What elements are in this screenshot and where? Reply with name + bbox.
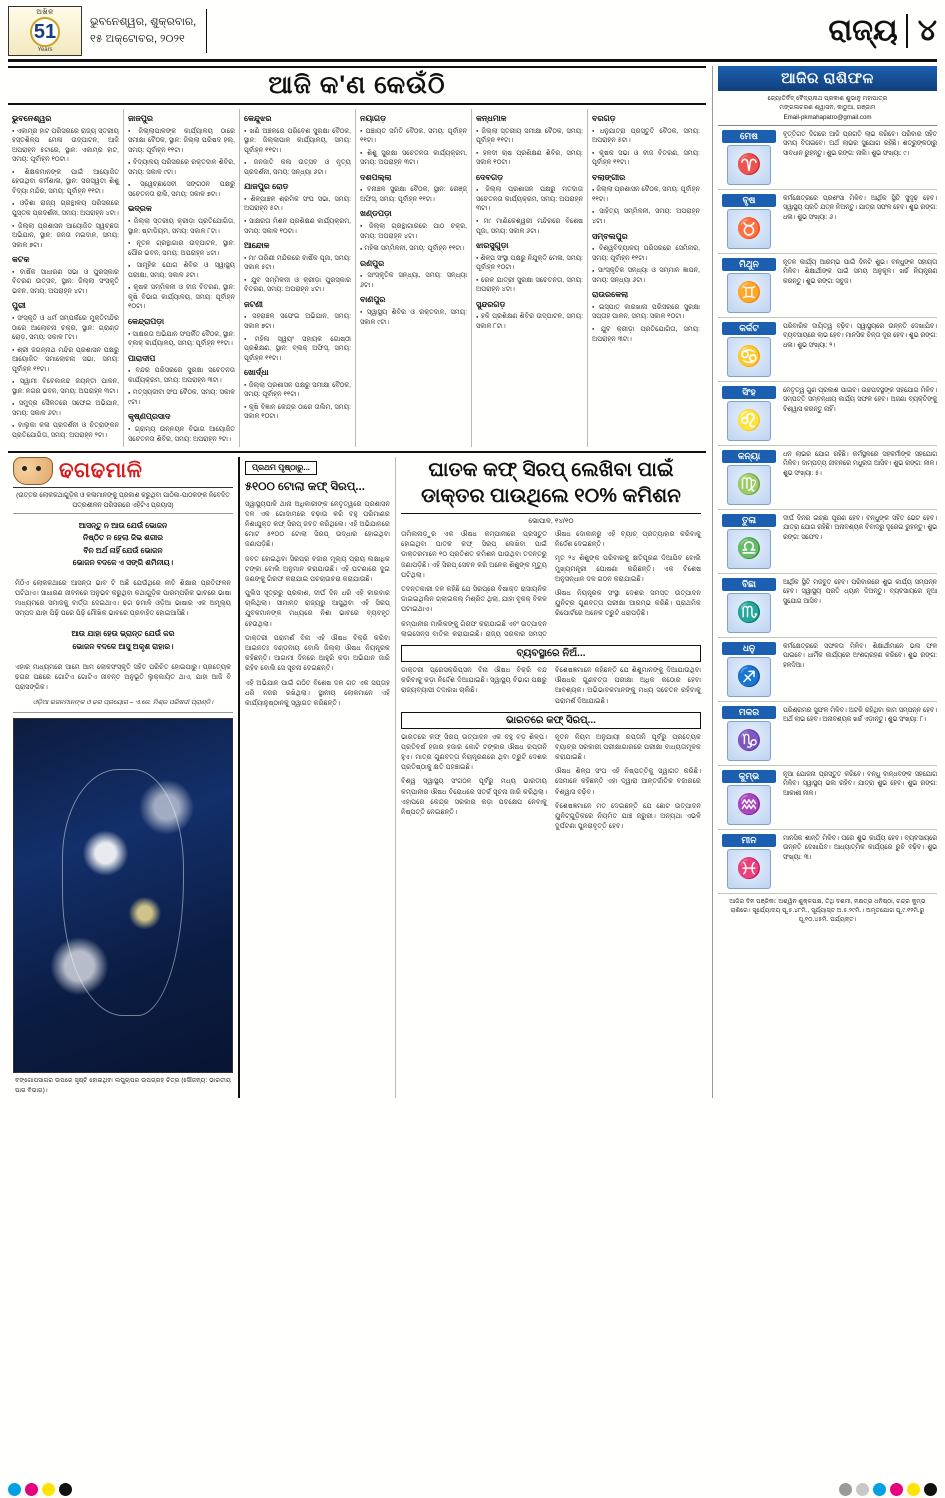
article-paragraph: ତାମିଲନାଡ଼ୁର ଏକ ଔଷଧ କମ୍ପାନୀରେ ପ୍ରସ୍ତୁତ ହୋଇଥିବା ଘାତକ କଫ୍‌ ସିରପ୍‌ ଲେଖିବା ପାଇଁ ଡାକ୍ତରମାନେ ୧୦ ପ୍ରତିଶତ କମିଶନ ପାଉଥିବା ତଦନ୍ତରୁ ଜଣାପଡ଼ିଛି। ଏହି ସିରପ୍‌ ସେବନ କରି ଅନେକ ଶିଶୁଙ୍କ ମୃତ୍ୟୁ ଘଟିଥିଲା। bbox=[401, 531, 547, 579]
article-cough-syrup-seizure bbox=[240, 457, 396, 1098]
city-heading: ପୁରୀ bbox=[12, 301, 26, 311]
event-item: ● ସାଂସ୍କୃତିକ ସନ୍ଧ୍ୟା ଓ ସମ୍ମାନ ଜ୍ଞାପନ, ସମୟ: ସନ୍ଧ୍ୟା ୬ଟା। bbox=[592, 266, 700, 285]
event-item: ● ସାକ୍ଷରତା ଅଭିଯାନ ସଂପର୍କିତ ବୈଠକ, ସ୍ଥାନ: ବ୍ଲକ୍‌ କାର୍ଯ୍ୟାଳୟ, ସମୟ: ପୂର୍ବାହ୍ନ ୧୧ଟା। bbox=[128, 330, 235, 349]
horoscope-row bbox=[718, 318, 937, 382]
event-item: ● ଜିଲ୍ଲା ଗ୍ରନ୍ଥାଗାରରେ ପାଠ ଚକ୍ର, ସମୟ: ଅପରାହ୍ନ ୪ଟା। bbox=[360, 222, 467, 241]
event-item: ● ମହିଳା ସମ୍ମିଳନୀ, ସମୟ: ପୂର୍ବାହ୍ନ ୧୧ଟା। bbox=[360, 244, 467, 254]
page-number: ୪ bbox=[906, 14, 937, 48]
zodiac-name: କୁମ୍ଭ bbox=[722, 770, 776, 783]
zodiac-1-icon: ♈ bbox=[727, 145, 771, 185]
horoscope-row bbox=[718, 190, 937, 254]
zodiac-name: ସିଂହ bbox=[722, 386, 776, 399]
article-paragraph: ନୂତନ ନିୟମ ଅନୁଯାୟୀ ରପ୍ତାନି ପୂର୍ବରୁ ପ୍ରତ୍ୟେକ ବ୍ୟାଚ୍‌ର ସରକାରୀ ପରୀକ୍ଷାଗାରରେ ପରୀକ୍ଷା ବାଧ୍ୟତାମୂଳକ କରାଯାଇଛି। bbox=[555, 733, 701, 762]
events-column bbox=[8, 109, 124, 447]
logo-top-text: ଅଖିଳ bbox=[36, 8, 54, 16]
india-outline bbox=[62, 769, 184, 1016]
zodiac-2-icon: ♉ bbox=[727, 209, 771, 249]
article-c-headline: ଭାରତରେ କଫ୍‌ ସିରପ୍‌... bbox=[401, 712, 701, 729]
city-heading: ଜଟଣୀ bbox=[244, 299, 263, 309]
event-item: ● ଯୁବ କ୍ରୀଡ଼ା ପ୍ରତିଯୋଗିତା, ସମୟ: ଅପରାହ୍ନ ୩ଟା। bbox=[592, 325, 700, 344]
article-a-body bbox=[245, 500, 390, 710]
zodiac-badge bbox=[718, 834, 780, 889]
zodiac-name: ଧନୁ bbox=[722, 642, 776, 655]
event-item: ● କୃଷକ ସମ୍ମିଳନୀ ଓ ବୀଜ ବିତରଣ, ସ୍ଥାନ: କୃଷି ବିଭାଗ କାର୍ଯ୍ୟାଳୟ, ସମୟ: ପୂର୍ବାହ୍ନ ୧୦ଟା। bbox=[128, 283, 235, 312]
color-swatch bbox=[8, 1483, 21, 1496]
event-item: ● ଖଣି ଅଞ୍ଚଳରେ ପରିବେଶ ସୁରକ୍ଷା ବୈଠକ, ସ୍ଥାନ: ଜିଲ୍ଲାପାଳ କାର୍ଯ୍ୟାଳୟ, ସମୟ: ପୂର୍ବାହ୍ନ ୧୧ଟା। bbox=[244, 127, 351, 156]
event-item: ● ସ୍ୱାମୀ ବିବେକାନନ୍ଦ ଜୟନ୍ତୀ ପାଳନ, ସ୍ଥାନ: ନଗର ଭବନ, ସମୟ: ଅପରାହ୍ନ ୩ଟା। bbox=[12, 377, 119, 396]
print-color-bar bbox=[0, 1483, 945, 1496]
dhagadhamali-column bbox=[8, 457, 240, 1098]
zodiac-8-icon: ♏ bbox=[727, 593, 771, 633]
event-item: ● ମା' ମାଣିକେଶ୍ୱରୀ ମନ୍ଦିରରେ ବିଶେଷ ପୂଜା, ସମୟ: ସକାଳ ୬ଟା। bbox=[476, 217, 583, 236]
masthead bbox=[8, 6, 937, 62]
event-item: ● ଜିଲ୍ଲା ପ୍ରଶାସନ ପକ୍ଷରୁ ମତଦାତା ସଚେତନତା କାର୍ଯ୍ୟକ୍ରମ, ସମୟ: ଅପରାହ୍ନ ୩ଟା। bbox=[476, 185, 583, 214]
city-heading: ଭଦ୍ରକ bbox=[128, 204, 152, 214]
astrologer-info-line: ଜ୍ୟୋତିର୍ବିଦ୍‌ ବୈଦ୍ୟନାଥ ପ୍ରକାଶ ଶୁଭାନୁ ମହାପାତ୍ର bbox=[767, 95, 888, 102]
horoscope-row bbox=[718, 382, 937, 446]
zodiac-badge bbox=[718, 578, 780, 633]
logo-years-label: Years bbox=[37, 46, 53, 53]
event-item: ● ସାମୂହିକ ଯୋଗ ଶିବିର ଓ ସ୍ୱାସ୍ଥ୍ୟ ପରୀକ୍ଷା, ସମୟ: ସକାଳ ୬ଟା। bbox=[128, 261, 235, 280]
zodiac-11-icon: ♒ bbox=[727, 785, 771, 825]
zodiac-5-icon: ♌ bbox=[727, 401, 771, 441]
horoscope-row bbox=[718, 254, 937, 318]
horoscope-title: ଆଜିର ରାଶିଫଳ bbox=[718, 66, 937, 91]
horoscope-row bbox=[718, 446, 937, 510]
article-a-headline: ୫୧୦୦ ଟୋଲା କଫ୍‌ ସିରପ୍‌... bbox=[245, 481, 365, 494]
horoscope-row bbox=[718, 510, 937, 574]
dhagadhamali-credit: ଓଡ଼ିଆ ଭଜନମାନଙ୍କ ଓ ଢଗ ପ୍ରୟୋଗ – ଏ.କେ. ମିଶ୍ର ପରିଷଦୀ ପ୍ରାଣ୍ଡି। bbox=[13, 696, 233, 713]
zodiac-prediction: ଆର୍ଥିକ ସ୍ଥିତି ମଜବୁତ ହେବ। ପରିବାରରେ ଶୁଭ କାର୍ଯ୍ୟ ସମ୍ପନ୍ନ ହେବ। ସ୍ୱାସ୍ଥ୍ୟ ପ୍ରତି ଧ୍ୟାନ ଦିଅନ୍ତୁ। ବ୍ୟବସାୟରେ ନୂଆ ସୁଯୋଗ ଆସିବ। bbox=[783, 578, 937, 605]
article-paragraph: ଜବତ ହୋଇଥିବା ସିରପ୍‌ର ବଜାର ମୂଲ୍ୟ ପ୍ରାୟ ଲକ୍ଷାଧିକ ଟଙ୍କା ବୋଲି ଅନୁମାନ କରାଯାଉଛି। ଏହି ଘଟଣାରେ ଦୁଇ ଜଣଙ୍କୁ ଗିରଫ କରାଯାଇ ପଚରାଉଚରା କରାଯାଉଛି। bbox=[245, 555, 390, 583]
edition-date: ୧୫ ଅକ୍ଟୋବର, ୨୦୨୧ bbox=[90, 32, 185, 45]
zodiac-badge bbox=[718, 450, 780, 505]
event-item: ● ମତ୍ସ୍ୟଜୀବୀ ସଂଘ ବୈଠକ, ସମୟ: ସକାଳ ୯ଟା। bbox=[128, 388, 235, 407]
city-heading: ରାଉରକେଲା bbox=[592, 290, 629, 300]
zodiac-badge bbox=[718, 770, 780, 825]
city-heading: କେନ୍ଦ୍ରାପଡ଼ା bbox=[128, 316, 165, 326]
color-swatch bbox=[873, 1483, 886, 1496]
article-paragraph: ମୃତ ୨୪ ଶିଶୁଙ୍କ ପରିବାରକୁ କ୍ଷତିପୂରଣ ଦିଆଯିବ ବୋଲି ମୁଖ୍ୟମନ୍ତ୍ରୀ ଘୋଷଣା କରିଛନ୍ତି। ଏକ ବିଶେଷ ଅନୁସନ୍ଧାନ ଦଳ ଗଠନ କରାଯାଇଛି। bbox=[555, 555, 701, 583]
city-heading: କୃଷ୍ଣପ୍ରସାଦ bbox=[128, 412, 171, 422]
event-item: ● ଜିଲ୍ଲାପାଳଙ୍କ କାର୍ଯ୍ୟାଳୟ ଠାରେ ସମୀକ୍ଷା ବୈଠକ, ସ୍ଥାନ: ଜିଲ୍ଲା ପରିଷଦ ହଲ୍‌, ସମୟ: ପୂର୍ବାହ୍ନ ୧୧ଟା। bbox=[128, 127, 235, 156]
event-item: ● ଜିଲ୍ଲା ପ୍ରଶାସନ ବୈଠକ, ସମୟ: ପୂର୍ବାହ୍ନ ୧୧ଟା। bbox=[592, 185, 700, 204]
astrologer-info-line: ମଙ୍ଗଳାଚରଣ ଶ୍ୱାସନ, କାଠୁଆ, ଗଞ୍ଜାମ bbox=[779, 104, 876, 112]
events-column bbox=[588, 109, 704, 447]
article-b-headline bbox=[401, 457, 701, 514]
zodiac-name: ବିଛା bbox=[722, 578, 776, 591]
page-body bbox=[8, 66, 937, 1098]
color-swatch bbox=[856, 1483, 869, 1496]
edition-dateline bbox=[90, 9, 207, 53]
horoscope-list bbox=[718, 126, 937, 894]
events-column bbox=[472, 109, 588, 447]
color-swatch bbox=[839, 1483, 852, 1496]
event-item: ● କୃଷକ ସଭା ଓ ବୀଜ ବିତରଣ, ସମୟ: ପୂର୍ବାହ୍ନ ୧୧ଟା। bbox=[592, 149, 700, 168]
article-b-headline-line2: ଡାକ୍ତର ପାଉଥିଲେ ୧୦% କମିଶନ bbox=[421, 485, 681, 508]
article-paragraph: ଏହି ଅଭିଯାନ ପାଇଁ ଗଠିତ ବିଶେଷ ଦଳ ଗତ ଏକ ସପ୍ତାହ ଧରି ନଜର ରଖିଥିଲା। ସ୍ଥାନୀୟ ଲୋକମାନେ ଏହି କାର୍ଯ୍ୟାନୁଷ୍ଠାନକୁ ସ୍ୱାଗତ କରିଛନ୍ତି। bbox=[245, 679, 390, 707]
poem-line: ଭୋଜନ ବଦଳେ ଏ ସଙ୍ଗି ଶମିନୀୟ। bbox=[72, 557, 174, 567]
zodiac-prediction: ଦୀର୍ଘ ଦିନର ଇଚ୍ଛା ପୂରଣ ହେବ। ବନ୍ଧୁଙ୍କ ସହିତ ଭେଟ ହେବ। ଯାତ୍ରା ଯୋଗ ରହିଛି। ଅନାବଶ୍ୟକ ବିବାଦରୁ ଦୂରେଇ ରୁହନ୍ତୁ। ଶୁଭ ରଙ୍ଗ: ସଫେଦ। bbox=[783, 514, 937, 541]
event-item: ● ସାହିତ୍ୟ ସମ୍ମିଳନୀ, ସମୟ: ଅପରାହ୍ନ ୪ଟା। bbox=[592, 207, 700, 226]
dhagadhamali-poem bbox=[13, 514, 233, 575]
event-item: ● ଜିଲ୍ଲା ପ୍ରଶାସନ ପକ୍ଷରୁ ସମୀକ୍ଷା ବୈଠକ, ସମୟ: ପୂର୍ବାହ୍ନ ୧୧ଟା। bbox=[244, 381, 351, 400]
article-paragraph: ପୁଲିସ ସୂତ୍ରରୁ ପ୍ରକାଶ, ଦୀର୍ଘ ଦିନ ଧରି ଏହି କାରବାର ଚାଲିଥିଲା। ସୀମାନ୍ତ ରାଜ୍ୟରୁ ଆସୁଥିବା ଏହି ସିରପ୍‌ ଯୁବକମାନଙ୍କ ମଧ୍ୟରେ ନିଶା ଭାବରେ ବ୍ୟବହୃତ ହେଉଥିଲା। bbox=[245, 590, 390, 628]
event-item: ● ବିଶ୍ୱବିଦ୍ୟାଳୟ ପରିସରରେ ସେମିନାର, ସମୟ: ପୂର୍ବାହ୍ନ ୧୧ଟା। bbox=[592, 244, 700, 263]
event-item: ● ସମୁଦ୍ର ସୈକତରେ ସଫେଇ ଅଭିଯାନ, ସମୟ: ସକାଳ ୬ଟା। bbox=[12, 399, 119, 418]
event-item: ● ଜିଲ୍ଲା ସ୍ତରୀୟ ସମୀକ୍ଷା ବୈଠକ, ସମୟ: ପୂର୍ବାହ୍ନ ୧୧ଟା। bbox=[476, 127, 583, 146]
city-heading: ରଣପୁର bbox=[360, 258, 385, 268]
article-doctor-commission bbox=[396, 457, 706, 1098]
event-item: ● ବାର୍ଷିକ ସାଧାରଣ ସଭା ଓ ପୁରସ୍କାର ବିତରଣ ଉତ୍ସବ, ସ୍ଥାନ: ଜିଲ୍ଲା ସଂସ୍କୃତି ଭବନ, ସମୟ: ଅପରାହ୍ନ ୪ଟା। bbox=[12, 268, 119, 297]
horoscope-row bbox=[718, 574, 937, 638]
zodiac-name: ତୁଳା bbox=[722, 514, 776, 527]
event-item: ● ସାଂସ୍କୃତିକ ସନ୍ଧ୍ୟା, ସମୟ: ସନ୍ଧ୍ୟା ୬ଟା। bbox=[360, 271, 467, 290]
zodiac-badge bbox=[718, 130, 780, 185]
zodiac-prediction: ନେତୃତ୍ୱ ଗୁଣ ପ୍ରକାଶ ପାଇବ। ଉଚ୍ଚପଦସ୍ଥଙ୍କ ସହଯୋଗ ମିଳିବ। ସମ୍ପତ୍ତି ସମ୍ବନ୍ଧୀୟ କାର୍ଯ୍ୟ ସଫଳ ହେବ। ଅଜଣା ବ୍ୟକ୍ତିଙ୍କୁ ବିଶ୍ୱାସ କରନ୍ତୁ ନାହିଁ। bbox=[783, 386, 937, 413]
city-heading: କନ୍ଧମାଳ bbox=[476, 114, 507, 123]
article-paragraph: ସ୍ୱାସ୍ଥ୍ୟପାଳି ଥାନା ଅଧିକାରୀଙ୍କ ନେତୃତ୍ୱରେ ପ୍ରଶାସନ ଦଳ ଏକ ଗୋଦାମରେ ଚଢ଼ାଉ କରି ବହୁ ପରିମାଣର ନିଶାଯୁକ୍ତ କଫ୍‌ ସିରପ୍‌ ଜବତ କରିଥିଲେ। ଏହି ଅଭିଯାନରେ ମୋଟ ୫୧୦୦ ଟୋଲା ସିରପ୍‌ ଉଦ୍ଧାର ହୋଇଥିବା ଜଣାପଡ଼ିଛି। bbox=[245, 500, 390, 549]
event-item: ● ଏକାମ୍ର ହାଟ ପରିସରରେ ରାଜ୍ୟ ସ୍ତରୀୟ ହସ୍ତଶିଳ୍ପ ମେଳା ଉଦ୍‌ଘାଟନ, ଆଜି ଅପରାହ୍ନ ୫ଟାରେ, ସ୍ଥାନ: ଏକାମ୍ର ହାଟ, ସମୟ: ପୂର୍ବାହ୍ନ ୧୦ଟା। bbox=[12, 127, 119, 165]
zodiac-4-icon: ♋ bbox=[727, 337, 771, 377]
city-heading: ଖୋର୍ଦ୍ଧା bbox=[244, 368, 269, 378]
cartoon-face-icon bbox=[13, 457, 53, 485]
poem-line: ବିନ ଅର୍ଥ ନାହିଁ ଯେଉଁ ଭୋଜନ bbox=[83, 545, 163, 555]
zodiac-badge bbox=[718, 514, 780, 569]
color-swatch bbox=[42, 1483, 55, 1496]
events-listing bbox=[8, 109, 706, 453]
horoscope-row bbox=[718, 830, 937, 894]
color-swatch bbox=[25, 1483, 38, 1496]
zodiac-name: ମକର bbox=[722, 706, 776, 719]
zodiac-badge bbox=[718, 386, 780, 441]
zodiac-name: ବୃଷ bbox=[722, 194, 776, 207]
event-item: ● ଶିକ୍ଷକମାନଙ୍କ ପାଇଁ ଆୟୋଜିତ ହେଉଥିବା କର୍ମଶାଳା, ସ୍ଥାନ: ସରସ୍ୱତୀ ଶିଶୁ ବିଦ୍ୟା ମନ୍ଦିର, ସମୟ: ପୂର୍ବାହ୍ନ ୧୧ଟା। bbox=[12, 168, 119, 197]
city-heading: ଭୁବନେଶ୍ୱର bbox=[12, 114, 52, 123]
city-heading: ସମ୍ବଲପୁର bbox=[592, 231, 628, 241]
events-column bbox=[124, 109, 240, 447]
dhagadhamali-poem-2 bbox=[13, 622, 233, 658]
zodiac-name: ମୀନ bbox=[722, 834, 776, 847]
zodiac-prediction: ମାନସିକ ଶାନ୍ତି ମିଳିବ। ଘରେ ଶୁଭ କାର୍ଯ୍ୟ ହେବ। ବ୍ୟବସାୟରେ ଉନ୍ନତି ଦେଖାଯିବ। ଆଧ୍ୟାତ୍ମିକ କାର୍ଯ୍ୟରେ ରୁଚି ବଢ଼ିବ। ଶୁଭ ସଂଖ୍ୟା: ୩। bbox=[783, 834, 937, 861]
dhagadhamali-title: ଢଗଢମାଳି bbox=[59, 459, 143, 483]
horoscope-astrologer-info bbox=[718, 91, 937, 126]
article-b-subhead: ବ୍ୟବସ୍ଥାରେ ନିଅଁ... bbox=[401, 645, 701, 662]
event-item: ● ମା' ତାରିଣୀ ମନ୍ଦିରରେ ବାର୍ଷିକ ପୂଜା, ସମୟ: ସକାଳ ୫ଟା। bbox=[244, 254, 351, 273]
article-paragraph: ଭାରତରେ କଫ୍‌ ସିରପ୍‌ ଉତ୍ପାଦନ ଏକ ବହୁ ବଡ଼ ଶିଳ୍ପ। ପ୍ରତିବର୍ଷ ହଜାର ହଜାର କୋଟି ଟଙ୍କାର ଔଷଧ ରପ୍ତାନି ହୁଏ। ମାତ୍ର ଗୁଣବତ୍ତା ନିୟନ୍ତ୍ରଣରେ ଥିବା ତ୍ରୁଟି ଦେଶର ପ୍ରତିଷ୍ଠାକୁ କ୍ଷତି ପହଞ୍ଚାଇଛି। bbox=[401, 733, 547, 772]
city-heading: ନୟାଗଡ଼ bbox=[360, 114, 387, 123]
city-heading: ଯାଜପୁର ରୋଡ଼ bbox=[244, 182, 289, 192]
event-item: ● ବନାଞ୍ଚଳ ସୁରକ୍ଷା ବୈଠକ, ସ୍ଥାନ: ରେଞ୍ଜ୍‌ ଅଫିସ୍‌, ସମୟ: ପୂର୍ବାହ୍ନ ୧୧ଟା। bbox=[360, 185, 467, 204]
article-paragraph: ବିଶେଷଜ୍ଞମାନେ କହିଛନ୍ତି ଯେ ଶିଶୁମାନଙ୍କୁ ଦିଆଯାଉଥିବା ଔଷଧର ଗୁଣବତ୍ତା ପରୀକ୍ଷା ଅଧିକ କଠୋର ହେବା ଆବଶ୍ୟକ। ଅଭିଭାବକମାନଙ୍କୁ ମଧ୍ୟ ସଚେତନ ରହିବାକୁ ପରାମର୍ଶ ଦିଆଯାଇଛି। bbox=[555, 666, 701, 705]
event-item: ● ଧନୁଯାତ୍ରା ପ୍ରସ୍ତୁତି ବୈଠକ, ସମୟ: ଅପରାହ୍ନ ୫ଟା। bbox=[592, 127, 700, 146]
article-paragraph: ତଦନ୍ତକାରୀ ଦଳ କହିଛି ଯେ ସିରପ୍‌ରେ ବିଷାକ୍ତ ରାସାୟନିକ ଡାଇଇଥିଲିନ ଗ୍ଲାଇକଲ୍‌ ମିଶ୍ରିତ ଥିଲା, ଯାହା ବୃକକ୍‌ ବିକଳ ଘଟାଇଥାଏ। bbox=[401, 586, 547, 614]
city-heading: ସୁନ୍ଦରଗଡ଼ bbox=[476, 299, 506, 309]
city-heading: ବାଣପୁର bbox=[360, 295, 386, 305]
article-paragraph: ବିଶ୍ୱ ସ୍ୱାସ୍ଥ୍ୟ ସଂଗଠନ ପୂର୍ବରୁ ମଧ୍ୟ ଭାରତୀୟ କମ୍ପାନୀର ଔଷଧ ବିରୋଧରେ ସତର୍କ ସୂଚନା ଜାରି କରିଥିଲା। ଏହାପରେ କେନ୍ଦ୍ର ସରକାର କଡ଼ା ପଦକ୍ଷେପ ନେବାକୁ ନିଷ୍ପତ୍ତି ନେଇଛନ୍ତି। bbox=[401, 778, 547, 817]
event-item: ● ସ୍ୱାସ୍ଥ୍ୟ ଶିବିର ଓ ରକ୍ତଦାନ, ସମୟ: ସକାଳ ୯ଟା। bbox=[360, 308, 467, 327]
article-b-sub-body bbox=[401, 666, 701, 707]
article-paragraph: ଔଷଧ ଶିଳ୍ପ ସଂଘ ଏହି ନିଷ୍ପତ୍ତିକୁ ସ୍ୱାଗତ କରିଛି। ସେମାନେ କହିଛନ୍ତି ଏହା ଦ୍ୱାରା ଆନ୍ତର୍ଜାତିକ ବଜାରରେ ବିଶ୍ୱାସ ବଢ଼ିବ। bbox=[555, 768, 701, 796]
city-heading: ବଲାଙ୍ଗୀର bbox=[592, 172, 626, 182]
poem-line: ନିଷ୍ଠିତ ନ ହେଲା ଜିଭ ଶରୀର bbox=[82, 533, 163, 543]
event-item: ● ବନ୍ଦର ପରିସରରେ ସୁରକ୍ଷା ସଚେତନତା କାର୍ଯ୍ୟକ୍ରମ, ସମୟ: ଅପରାହ୍ନ ୩ଟା। bbox=[128, 366, 235, 385]
zodiac-prediction: ବୃତ୍ତିଗତ ଦିଗରେ ଆଜି ପ୍ରଗତି ଲାଭ କରିବେ। ପରିବାର ସହିତ ସମୟ ବିତାଇବେ। ଅର୍ଥ ଲାଭର ସୁଯୋଗ ରହିଛି। ଶତ୍ରୁଙ୍କଠାରୁ ସାବଧାନ ରୁହନ୍ତୁ। ଶୁଭ ରଙ୍ଗ: ନାଲି। ଶୁଭ ସଂଖ୍ୟା: ୯। bbox=[783, 130, 937, 157]
edition-place: ଭୁବନେଶ୍ୱର, ଶୁକ୍ରବାର, bbox=[90, 16, 197, 28]
article-kicker: ପ୍ରଥମ ପୃଷ୍ଠାରୁ... bbox=[245, 461, 317, 475]
dhagadhamali-subtitle: (ଉତ୍ତର ଲୋକକଥାଗୁଡ଼ିକ ଓ କଳାମାନଙ୍କୁ ପ୍ରକାଶ କରୁଥିବା ପାଠିକା-ପାଠକଙ୍କ ନିବେଦିତ ପତ୍ରଶୀଳନ ପରିସରରେ ଏହିଟିଏ ପ୍ରୟାସ) bbox=[13, 488, 233, 514]
event-item: ● ଜନଜାତି କଳା ଉତ୍ସବ ଓ ନୃତ୍ୟ ପ୍ରଦର୍ଶନୀ, ସମୟ: ସନ୍ଧ୍ୟା ୬ଟା। bbox=[244, 158, 351, 177]
city-heading: ଦେବଗଡ଼ bbox=[476, 172, 504, 182]
zodiac-10-icon: ♑ bbox=[727, 721, 771, 761]
poem-line: ଆଉ ଯାହା ହେଉ ଭ୍ରାନ୍ତ ଯେଉଁ କର bbox=[71, 629, 175, 639]
article-paragraph: ଔଷଧ ନିୟନ୍ତ୍ରକ ସଂସ୍ଥା ଦେଶର ସମସ୍ତ ଉତ୍ପାଦନ ୟୁନିଟ୍‌ର ଗୁଣବତ୍ତା ପରୀକ୍ଷା ଆରମ୍ଭ କରିଛି। ପ୍ରାଥମିକ ରିପୋର୍ଟରେ ଅନେକ ତ୍ରୁଟି ଧରାପଡ଼ିଛି। bbox=[555, 590, 701, 618]
event-item: ● ଜିଲ୍ଲା ସ୍ତରୀୟ କ୍ରୀଡ଼ା ପ୍ରତିଯୋଗିତା, ସ୍ଥାନ: ଷ୍ଟାଡିୟମ, ସମୟ: ସକାଳ ୮ଟା। bbox=[128, 217, 235, 236]
satellite-map-caption: ବଙ୍ଗୋପସାଗର ଉପରେ ସୃଷ୍ଟି ହୋଇଥିବା ଲଘୁଚାପର ଉପଗ୍ରହ ଚିତ୍ର (ସୌଜନ୍ୟ: ଭାରତୀୟ ପାଗ ବିଭାଗ)। bbox=[15, 1077, 231, 1094]
publication-logo bbox=[8, 6, 82, 56]
event-item: ● କୃଷି ବିଜ୍ଞାନ କେନ୍ଦ୍ର ଠାରେ ତାଲିମ, ସମୟ: ସକାଳ ୧୦ଟା। bbox=[244, 403, 351, 422]
color-swatch bbox=[890, 1483, 903, 1496]
event-item: ● ବାଲୁକା କଳା ପ୍ରଦର୍ଶନୀ ଓ ଚିତ୍ରାଙ୍କନ ପ୍ରତିଯୋଗିତା, ସମୟ: ଅପରାହ୍ନ ୨ଟା। bbox=[12, 421, 119, 440]
article-c-body bbox=[401, 733, 701, 833]
color-swatch bbox=[907, 1483, 920, 1496]
horoscope-row bbox=[718, 766, 937, 830]
zodiac-9-icon: ♐ bbox=[727, 657, 771, 697]
event-item: ● ମହିଳା ସ୍ୱୟଂ ସହାୟକ ଗୋଷ୍ଠୀ ପ୍ରଶିକ୍ଷଣ, ସ୍ଥାନ: ବ୍ଲକ୍‌ ଅଫିସ୍‌, ସମୟ: ପୂର୍ବାହ୍ନ ୧୧ଟା। bbox=[244, 335, 351, 364]
horoscope-row bbox=[718, 702, 937, 766]
event-item: ● ଶିଶୁ ସୁରକ୍ଷା ସଚେତନତା କାର୍ଯ୍ୟକ୍ରମ, ସମୟ: ଅପରାହ୍ନ ୩ଟା। bbox=[360, 149, 467, 168]
color-swatch bbox=[924, 1483, 937, 1496]
event-item: ● ହଳଦୀ ଚାଷ ପ୍ରଶିକ୍ଷଣ ଶିବିର, ସମୟ: ସକାଳ ୧୦ଟା। bbox=[476, 149, 583, 168]
zodiac-3-icon: ♊ bbox=[727, 273, 771, 313]
zodiac-badge bbox=[718, 322, 780, 377]
article-b-body bbox=[401, 530, 701, 640]
city-heading: ପାରାଦୀପ bbox=[128, 353, 156, 363]
zodiac-12-icon: ♓ bbox=[727, 849, 771, 889]
dhagadhamali-body: ମିଠିଏ ଲୋକକଥାରେ ଆସନ୍ତା ଭାବ ଟି ଅଛି ଯେଉଁଥିରେ ନୀତି ଶିକ୍ଷାର ପ୍ରତିଫଳନ ଘଟିଥାଏ। ସାଧାରଣ ଜୀବନରେ ଅନୁଭବ କରୁଥିବା କଥାଗୁଡ଼ିକ ପାରମ୍ପରିକ ଭାବରେ ଭାଷା ମାଧ୍ୟମରେ ସମାଜକୁ ବାର୍ତ୍ତା ଦେଇଥାଏ। ଢଗ ଢମାଳି ଓଡ଼ିଆ ଭାଷାର ଏକ ଅମୂଲ୍ୟ ସମ୍ପଦ ଯାହା ପିଢ଼ି ପରେ ପିଢ଼ି ମୌଖିକ ଭାବରେ ପ୍ରବାହିତ ହୋଇଆସିଛି। bbox=[15, 579, 231, 617]
event-item: ● ଗ୍ରାମ୍ୟ ଉନ୍ନୟନ ବିଭାଗ ଆୟୋଜିତ ସଚେତନତା ଶିବିର, ସମୟ: ଅପରାହ୍ନ ୨ଟା। bbox=[128, 425, 235, 444]
events-column bbox=[240, 109, 356, 447]
zodiac-badge bbox=[718, 258, 780, 313]
city-heading: କେନ୍ଦୁଝର bbox=[244, 114, 272, 123]
astrologer-info-line: Email-pkmahapatro@gmail.com bbox=[783, 113, 872, 121]
event-item: ● ସାକ୍ଷରତା ମିଶନ ପ୍ରଶିକ୍ଷଣ କାର୍ଯ୍ୟକ୍ରମ, ସମୟ: ସକାଳ ୧୦ଟା। bbox=[244, 217, 351, 236]
city-heading: ବରଗଡ଼ bbox=[592, 114, 616, 123]
event-item: ● ଜିଲ୍ଲା ପ୍ରଶାସନ ଆୟୋଜିତ ସ୍ୱଚ୍ଛତା ଅଭିଯାନ, ସ୍ଥାନ: ଜନତା ମଇଦାନ, ସମୟ: ସକାଳ ୭ଟା। bbox=[12, 222, 119, 251]
left-zone bbox=[8, 66, 706, 1098]
city-heading: ଦଶପଲ୍ଲା bbox=[360, 172, 392, 182]
zodiac-name: ମେଷ bbox=[722, 130, 776, 143]
section-title: ରାଜ୍ୟ bbox=[828, 13, 898, 47]
city-heading: ଝାରସୁଗୁଡ଼ା bbox=[476, 241, 509, 251]
horoscope-rail bbox=[712, 66, 937, 1098]
zodiac-prediction: କର୍ମକ୍ଷେତ୍ରରେ ସଫଳତା ମିଳିବ। ଶିକ୍ଷାର୍ଥୀମାନେ ଭଲ ଫଳ ପାଇବେ। ଧାର୍ମିକ କାର୍ଯ୍ୟରେ ଅଂଶଗ୍ରହଣ କରିବେ। ଶୁଭ ରଙ୍ଗ: ହଳଦିଆ। bbox=[783, 642, 937, 669]
dhagadhamali-body-2: ଏହାର ମାଧ୍ୟମରେ ଆମେ ଆମ ଲୋକସଂସ୍କୃତି ସହିତ ପରିଚିତ ହୋଇପାରୁ। ପ୍ରତ୍ୟେକ ଢଗର ପଛରେ ଗୋଟିଏ ଗୋଟିଏ ଜୀବନ୍ତ ଅନୁଭୂତି ଲୁକ୍କାୟିତ ଥାଏ, ଯାହା ଆଜି ବି ପ୍ରାସଙ୍ଗିକ। bbox=[15, 663, 231, 691]
events-column bbox=[356, 109, 472, 447]
event-item: ● ସଂସ୍କୃତି ଓ ଧର୍ମ ସମ୍ପର୍କରେ ମୁକ୍ତିମନ୍ଦିର ଠାରେ ଆଲୋଚନା ଚକ୍ର, ସ୍ଥାନ: ଗ୍ରାଣ୍ଡ ରୋଡ଼, ସମୟ: ସକାଳ ୮ଟା। bbox=[12, 314, 119, 343]
event-item: ● ନୂତନ ଗ୍ରନ୍ଥାଗାର ଉଦ୍‌ଘାଟନ, ସ୍ଥାନ: ପୌର ଭବନ, ସମୟ: ଅପରାହ୍ନ ୪ଟା। bbox=[128, 239, 235, 258]
event-item: ● ରେଳ ଯାତ୍ରୀ ସୁରକ୍ଷା ସଚେତନତା, ସମୟ: ଅପରାହ୍ନ ୪ଟା। bbox=[476, 276, 583, 295]
city-heading: ଆନ୍ଦୋଳ bbox=[244, 241, 270, 251]
satellite-map-image bbox=[13, 718, 233, 1073]
zodiac-name: ମିଥୁନ bbox=[722, 258, 776, 271]
events-band-title: ଆଜି କ'ଣ କେଉଁଠି bbox=[268, 71, 446, 99]
section-header bbox=[828, 14, 937, 48]
zodiac-prediction: କର୍ମକ୍ଷେତ୍ରରେ ପ୍ରଶଂସା ମିଳିବ। ଆର୍ଥିକ ସ୍ଥିତି ସୁଦୃଢ଼ ହେବ। ସ୍ୱାସ୍ଥ୍ୟ ପ୍ରତି ଯତ୍ନ ନିଅନ୍ତୁ। ଯାତ୍ରା ସଫଳ ହେବ। ଶୁଭ ରଙ୍ଗ: ଧଳା। ଶୁଭ ସଂଖ୍ୟା: ୬। bbox=[783, 194, 937, 221]
lower-section bbox=[8, 457, 706, 1098]
article-paragraph: ଡାକ୍ତରୀ ପରାମର୍ଶ ବିନା ଏହି ଔଷଧ ବିକ୍ରି କରିବା ଆଇନତଃ ଦଣ୍ଡନୀୟ ବୋଲି ଜିଲ୍ଲା ଔଷଧ ନିୟନ୍ତ୍ରକ କହିଛନ୍ତି। ଆଗାମୀ ଦିନରେ ଆହୁରି କଡ଼ା ଅଭିଯାନ ଜାରି ରହିବ ବୋଲି ସେ ସୂଚନା ଦେଇଛନ୍ତି। bbox=[245, 634, 390, 673]
event-item: ● ଶିଳ୍ପ ସଂସ୍ଥା ପକ୍ଷରୁ ନିଯୁକ୍ତି ମେଳା, ସମୟ: ପୂର୍ବାହ୍ନ ୧୦ଟା। bbox=[476, 254, 583, 273]
article-paragraph: ଡାକ୍ତରୀ ପ୍ରେସକ୍ରିପ୍‌ସନ ବିନା ଔଷଧ ବିକ୍ରି ବନ୍ଦ କରିବାକୁ କଡ଼ା ନିର୍ଦ୍ଦେଶ ଦିଆଯାଇଛି। ସ୍ୱାସ୍ଥ୍ୟ ବିଭାଗ ପକ୍ଷରୁ ରାଜ୍ୟବ୍ୟାପୀ ତଦାରଖ ଚାଲିଛି। bbox=[401, 666, 547, 695]
zodiac-prediction: ଧନ ଲାଭର ଯୋଗ ରହିଛି। କର୍ମସ୍ଥଳରେ ସହକର୍ମୀଙ୍କ ସହଯୋଗ ମିଳିବ। ଦାମ୍ପତ୍ୟ ଜୀବନରେ ମଧୁରତା ଆସିବ। ଶୁଭ ରଙ୍ଗ: ନୀଳ। ଶୁଭ ସଂଖ୍ୟା: ୫। bbox=[783, 450, 937, 477]
city-heading: ଖଣ୍ଡପଡ଼ା bbox=[360, 209, 392, 219]
event-item: ● ଶ୍ରୀ ଜଗନ୍ନାଥ ମନ୍ଦିର ପ୍ରଶାସନ ପକ୍ଷରୁ ଆୟୋଜିତ ସମାଲୋଚନା ସଭା, ସମୟ: ପୂର୍ବାହ୍ନ ୧୧ଟା। bbox=[12, 346, 119, 375]
poem-line: ଆସନ୍ତୁ ନ ଆଉ ଯେଉଁ ଭୋଜନ bbox=[78, 521, 168, 531]
zodiac-prediction: ପରିଶ୍ରମର ସୁଫଳ ମିଳିବ। ଅଟକି ରହିଥିବା କାମ ସମ୍ପନ୍ନ ହେବ। ଅର୍ଥ ଲାଭ ହେବ। ଅନାବଶ୍ୟକ ଖର୍ଚ୍ଚ ଏଡ଼ାନ୍ତୁ। ଶୁଭ ସଂଖ୍ୟା: ୮। bbox=[783, 706, 937, 724]
event-item: ● ଶିଳ୍ପାଞ୍ଚଳ ଶ୍ରମିକ ସଂଘ ସଭା, ସମୟ: ଅପରାହ୍ନ ୫ଟା। bbox=[244, 195, 351, 214]
event-item: ● ସହରାଞ୍ଚଳ ସଫେଇ ଅଭିଯାନ, ସମୟ: ସକାଳ ୭ଟା। bbox=[244, 312, 351, 331]
events-band bbox=[8, 66, 706, 105]
poem-line: ଭୋଜନ ବଦଳେ ଆସୁ ଅକୃଶ ରାହାର। bbox=[72, 641, 174, 651]
event-item: ● ହକି ପ୍ରଶିକ୍ଷଣ ଶିବିର ଉଦ୍‌ଘାଟନ, ସମୟ: ସକାଳ ୮ଟା। bbox=[476, 312, 583, 331]
zodiac-name: କର୍କଟ bbox=[722, 322, 776, 335]
zodiac-prediction: ନୂତନ କାର୍ଯ୍ୟ ଆରମ୍ଭ ପାଇଁ ଦିନଟି ଶୁଭ। ବନ୍ଧୁଙ୍କ ସହାୟତା ମିଳିବ। ଶିକ୍ଷାର୍ଥୀଙ୍କ ପାଇଁ ସମୟ ଅନୁକୂଳ। ଖର୍ଚ୍ଚ ନିୟନ୍ତ୍ରଣ କରନ୍ତୁ। ଶୁଭ ରଙ୍ଗ: ସବୁଜ। bbox=[783, 258, 937, 285]
horoscope-row bbox=[718, 638, 937, 702]
zodiac-badge bbox=[718, 642, 780, 697]
dhagadhamali-header bbox=[13, 457, 233, 488]
article-b-headline-line1: ଘାତକ କଫ୍‌ ସିରପ୍‌ ଲେଖିବା ପାଇଁ bbox=[428, 459, 674, 482]
event-item: ● ବିଦ୍ୟାଳୟ ପରିସରରେ ରକ୍ତଦାନ ଶିବିର, ସମୟ: ସକାଳ ୯ଟା। bbox=[128, 158, 235, 177]
zodiac-prediction: ପରିବାରିକ ଦାୟିତ୍ୱ ବଢ଼ିବ। ସ୍ୱାସ୍ଥ୍ୟରେ ଉନ୍ନତି ଦେଖାଯିବ। ବ୍ୟବସାୟରେ ଲାଭ ହେବ। ମାନସିକ ଚିନ୍ତା ଦୂର ହେବ। ଶୁଭ ରଙ୍ଗ: ଧଳା। ଶୁଭ ସଂଖ୍ୟା: ୨। bbox=[783, 322, 937, 349]
city-heading: ଜାଜପୁର bbox=[128, 114, 153, 123]
logo-anniversary-number: 51 bbox=[30, 17, 60, 47]
city-heading: କଟକ bbox=[12, 255, 30, 265]
zodiac-name: କନ୍ୟା bbox=[722, 450, 776, 463]
event-item: ● ଇସ୍ପାତ କାରଖାନା ପରିସରରେ ସୁରକ୍ଷା ସପ୍ତାହ ପାଳନ, ସମୟ: ସକାଳ ୧୦ଟା। bbox=[592, 303, 700, 322]
article-paragraph: ବିଶେଷଜ୍ଞମାନେ ମତ ଦେଇଛନ୍ତି ଯେ ଛୋଟ ଉତ୍ପାଦନ ୟୁନିଟ୍‌ଗୁଡ଼ିକରେ ନିୟମିତ ଯାଞ୍ଚ ଜରୁରୀ। ଅନ୍ୟଥା ଏଭଳି ଦୁର୍ଘଟଣା ପୁନରାବୃତ୍ତି ହେବ। bbox=[555, 802, 701, 831]
event-item: ● ସ୍ୱେଚ୍ଛାସେବୀ ସଙ୍ଗଠନ ପକ୍ଷରୁ ସଚେତନତା ରାଲି, ସମୟ: ସକାଳ ୭ଟା। bbox=[128, 180, 235, 199]
event-item: ● ପଞ୍ଚାୟତ ସମିତି ବୈଠକ, ସମୟ: ପୂର୍ବାହ୍ନ ୧୧ଟା। bbox=[360, 127, 467, 146]
horoscope-footer-note: ଆଜିର ଦିନ ପଞ୍ଜିକା: ଅଶ୍ୱିନ ଶୁକ୍ଳପକ୍ଷ, ତିଥି ଦଶମୀ, ନକ୍ଷତ୍ର ଧନିଷ୍ଠା, ଚନ୍ଦ୍ର କୁମ୍ଭ ରାଶିରେ। ସୂର୍ଯ୍ୟୋଦୟ ପୂ.୫.୪୮ମି., ସୂର୍ଯ୍ୟାସ୍ତ ଅ.୫.୨୯ମି.। ଅମୃତଯୋଗ ପୂ.୯.୧୨ମି.ରୁ ପୂ.୧୦.୪୫ମି. ପର୍ଯ୍ୟନ୍ତ। bbox=[729, 897, 926, 924]
event-item: ● ଯୁବ ସମ୍ମିଳନୀ ଓ କ୍ରୀଡ଼ା ପୁରସ୍କାର ବିତରଣ, ସମୟ: ଅପରାହ୍ନ ୪ଟା। bbox=[244, 276, 351, 295]
zodiac-6-icon: ♍ bbox=[727, 465, 771, 505]
article-b-byline: ଭୋପାଳ, ୧୪/୧୦ bbox=[528, 518, 574, 526]
article-paragraph: କମ୍ପାନୀର ମାଲିକଙ୍କୁ ଗିରଫ କରାଯାଇଛି ଏବଂ ଉତ୍ପାଦନ ଲାଇସେନ୍ସ ବାତିଲ କରାଯାଇଛି। ରାଜ୍ୟ ସରକାର ସମସ୍ତ ଔଷଧ ଦୋକାନରୁ ଏହି ବ୍ୟାଚ୍‌ ପ୍ରତ୍ୟାହାର କରିବାକୁ ନିର୍ଦ୍ଦେଶ ଦେଇଛନ୍ତି। bbox=[401, 531, 701, 638]
color-swatch bbox=[59, 1483, 72, 1496]
horoscope-row bbox=[718, 126, 937, 190]
event-item: ● ଓଡ଼ିଶା ରାଜ୍ୟ ଗ୍ରନ୍ଥାଳୟ ପରିସରରେ ପୁସ୍ତକ ପ୍ରଦର୍ଶନୀ, ସମୟ: ଅପରାହ୍ନ ୪ଟା। bbox=[12, 199, 119, 218]
zodiac-badge bbox=[718, 194, 780, 249]
zodiac-prediction: ନୂଆ ଯୋଜନା ପ୍ରସ୍ତୁତ କରିବେ। ବନ୍ଧୁ ବାନ୍ଧବଙ୍କ ସହଯୋଗ ମିଳିବ। ସ୍ୱାସ୍ଥ୍ୟ ଭଲ ରହିବ। ଯାତ୍ରା ଶୁଭ ହେବ। ଶୁଭ ରଙ୍ଗ: ଆକାଶୀ ନୀଳ। bbox=[783, 770, 937, 797]
zodiac-badge bbox=[718, 706, 780, 761]
zodiac-7-icon: ♎ bbox=[727, 529, 771, 569]
